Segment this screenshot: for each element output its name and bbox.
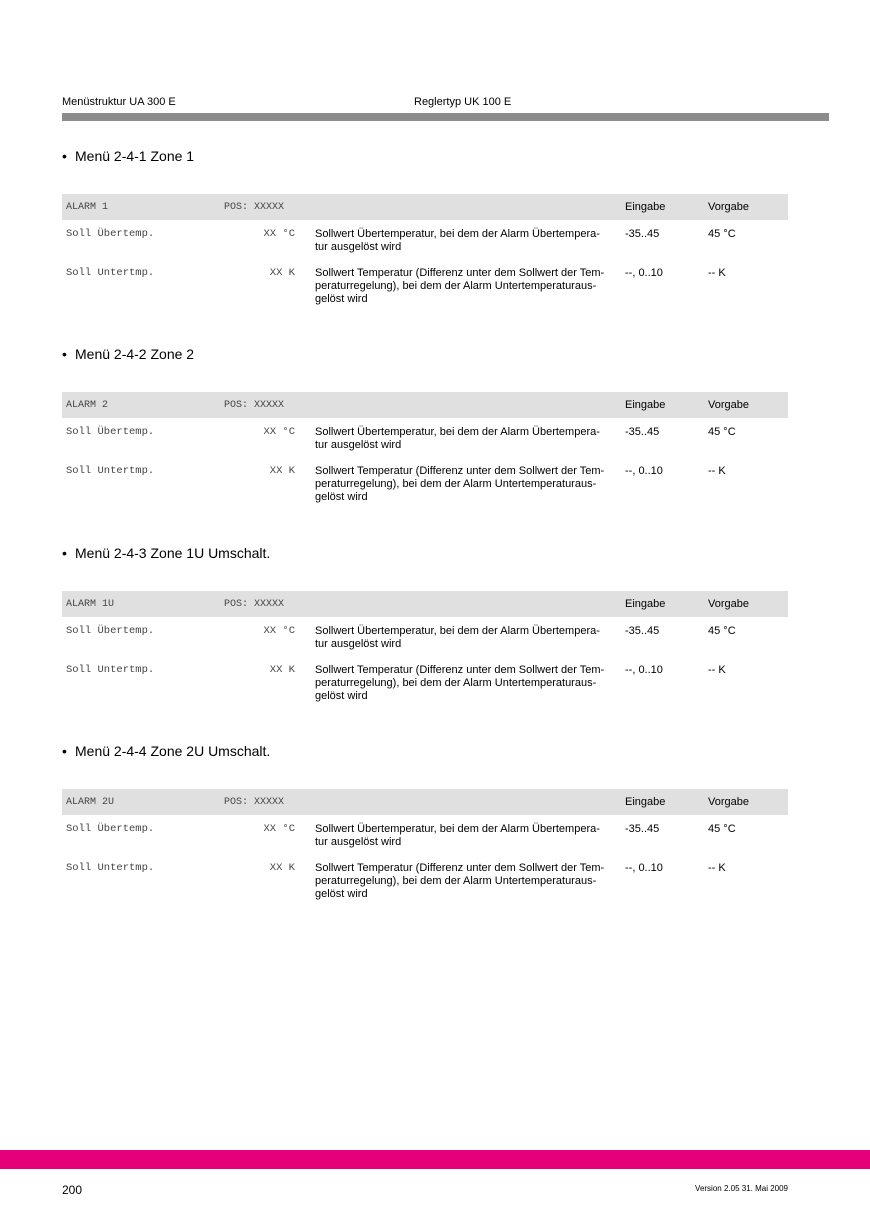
alarm-label: ALARM 2 (66, 400, 109, 411)
menu-section-zone-2u (62, 743, 788, 914)
vorgabe-header: Vorgabe (708, 598, 749, 610)
table-row (62, 823, 788, 862)
table-header (62, 591, 788, 617)
header-divider (62, 113, 829, 121)
header-controller-type: Reglertyp UK 100 E (414, 96, 512, 108)
table-header (62, 789, 788, 815)
bullet-icon: • (62, 545, 67, 561)
table-row (62, 426, 788, 465)
bullet-icon: • (62, 148, 67, 164)
parameter-name: Soll Übertemp. (66, 426, 155, 438)
parameter-unit: XX K (269, 664, 295, 676)
parameter-name: Soll Übertemp. (66, 625, 155, 637)
bullet-icon: • (62, 743, 67, 759)
table-row (62, 465, 788, 517)
table-header (62, 194, 788, 220)
parameter-unit: XX K (269, 862, 295, 874)
section-title: • Menü 2-4-2 Zone 2 (62, 346, 195, 362)
footer-accent-bar (0, 1150, 870, 1169)
parameter-unit: XX °C (263, 426, 295, 438)
vorgabe-header: Vorgabe (708, 796, 749, 808)
eingabe-value: -35..45 (625, 426, 660, 438)
parameter-unit: XX K (269, 267, 295, 279)
parameter-name: Soll Untertmp. (66, 664, 155, 676)
parameter-description: Sollwert Übertemperatur, bei dem der Alarm Übertempera- tur ausgelöst wird (315, 625, 600, 650)
table-row (62, 267, 788, 319)
parameter-description: Sollwert Übertemperatur, bei dem der Alarm Übertempera- tur ausgelöst wird (315, 823, 600, 848)
parameter-name: Soll Untertmp. (66, 267, 155, 279)
section-title: • Menü 2-4-4 Zone 2U Umschalt. (62, 743, 271, 759)
eingabe-value: -35..45 (625, 823, 660, 835)
alarm-label: ALARM 1U (66, 599, 115, 610)
parameter-name: Soll Untertmp. (66, 465, 155, 477)
section-title: • Menü 2-4-1 Zone 1 (62, 148, 195, 164)
parameter-unit: XX °C (263, 823, 295, 835)
parameter-description: Sollwert Temperatur (Differenz unter dem Sollwert der Tem- peraturregelung), bei dem der Alarm Untertemperaturaus- gelöst wird (315, 664, 605, 702)
vorgabe-value: -- K (708, 465, 726, 477)
eingabe-value: --, 0..10 (625, 664, 663, 676)
menu-section-zone-2 (62, 346, 788, 517)
pos-label: POS: XXXXX (224, 797, 285, 808)
parameter-name: Soll Untertmp. (66, 862, 155, 874)
parameter-unit: XX °C (263, 228, 295, 240)
parameter-name: Soll Übertemp. (66, 228, 155, 240)
eingabe-header: Eingabe (625, 201, 666, 213)
vorgabe-value: -- K (708, 862, 726, 874)
eingabe-value: -35..45 (625, 228, 660, 240)
alarm-label: ALARM 1 (66, 202, 109, 213)
pos-label: POS: XXXXX (224, 202, 285, 213)
table-row (62, 862, 788, 914)
page-number: 200 (62, 1183, 83, 1197)
vorgabe-value: 45 °C (708, 426, 736, 438)
version-info: Version 2.05 31. Mai 2009 (695, 1184, 788, 1193)
vorgabe-value: 45 °C (708, 228, 736, 240)
parameter-name: Soll Übertemp. (66, 823, 155, 835)
parameter-description: Sollwert Temperatur (Differenz unter dem Sollwert der Tem- peraturregelung), bei dem der Alarm Untertemperaturaus- gelöst wird (315, 862, 605, 900)
eingabe-value: -35..45 (625, 625, 660, 637)
menu-section-zone-1 (62, 148, 788, 319)
alarm-label: ALARM 2U (66, 797, 115, 808)
parameter-description: Sollwert Übertemperatur, bei dem der Alarm Übertempera- tur ausgelöst wird (315, 228, 600, 253)
table-row (62, 228, 788, 267)
header-document-title: Menüstruktur UA 300 E (62, 96, 176, 108)
parameter-description: Sollwert Temperatur (Differenz unter dem Sollwert der Tem- peraturregelung), bei dem der Alarm Untertemperaturaus- gelöst wird (315, 465, 605, 503)
vorgabe-header: Vorgabe (708, 399, 749, 411)
vorgabe-value: 45 °C (708, 625, 736, 637)
eingabe-value: --, 0..10 (625, 267, 663, 279)
eingabe-header: Eingabe (625, 598, 666, 610)
table-row (62, 664, 788, 716)
vorgabe-value: 45 °C (708, 823, 736, 835)
parameter-description: Sollwert Übertemperatur, bei dem der Alarm Übertempera- tur ausgelöst wird (315, 426, 600, 451)
parameter-unit: XX °C (263, 625, 295, 637)
parameter-description: Sollwert Temperatur (Differenz unter dem Sollwert der Tem- peraturregelung), bei dem der Alarm Untertemperaturaus- gelöst wird (315, 267, 605, 305)
table-header (62, 392, 788, 418)
pos-label: POS: XXXXX (224, 400, 285, 411)
table-row (62, 625, 788, 664)
section-title: • Menü 2-4-3 Zone 1U Umschalt. (62, 545, 271, 561)
vorgabe-value: -- K (708, 664, 726, 676)
vorgabe-value: -- K (708, 267, 726, 279)
bullet-icon: • (62, 346, 67, 362)
eingabe-header: Eingabe (625, 399, 666, 411)
eingabe-value: --, 0..10 (625, 862, 663, 874)
vorgabe-header: Vorgabe (708, 201, 749, 213)
eingabe-header: Eingabe (625, 796, 666, 808)
menu-section-zone-1u (62, 545, 788, 716)
pos-label: POS: XXXXX (224, 599, 285, 610)
parameter-unit: XX K (269, 465, 295, 477)
eingabe-value: --, 0..10 (625, 465, 663, 477)
